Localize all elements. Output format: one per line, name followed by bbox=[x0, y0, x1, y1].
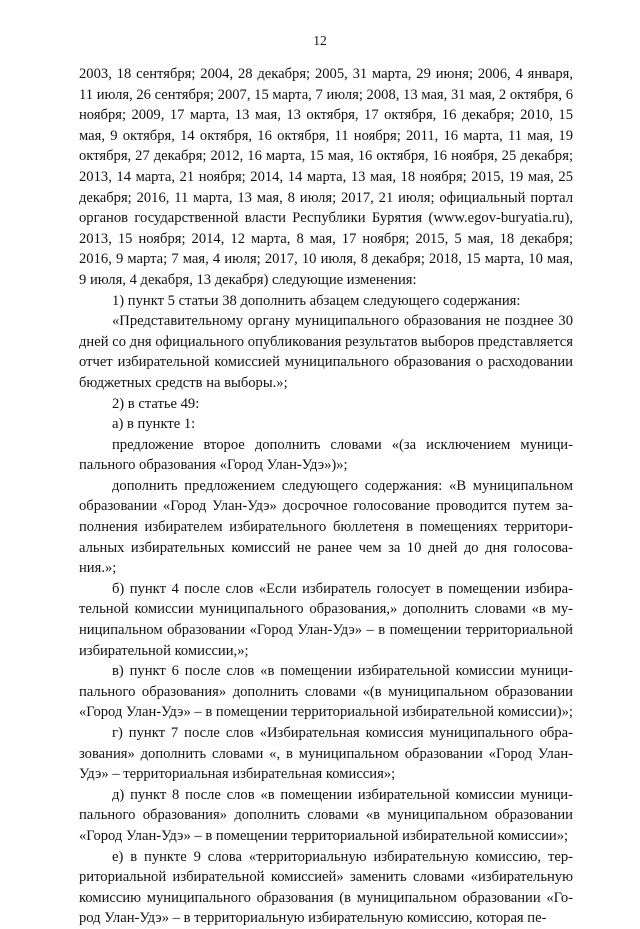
paragraph-subitem-a-addition: дополнить предложением следующего содержания: «В муниципальном образовании «Город Улан-Удэ» досрочное голосование проводится путем заполнения избирателем избирательного бюллетеня в помещениях территориальных избирательных комиссий не ранее чем за 10 дней до дня голосования.»; bbox=[79, 477, 573, 577]
paragraph-subitem-b: б) пункт 4 после слов «Если избиратель голосует в помещении избирательной комиссии муниципального образования,» дополнить словами «в муниципальном образовании «Город Улан-Удэ» – в помещении территориальной избирательной комиссии,»; bbox=[79, 580, 573, 659]
page-number: 12 bbox=[313, 33, 327, 48]
paragraph-subitem-e: е) в пункте 9 слова «территориальную избирательную комиссию, территориальной избирательной комиссией» заменить словами «избирательную комиссию муниципального образования (в муниципальном образовании «Город Улан-Удэ» – в территориальную избирательную комиссию, которая пе- bbox=[79, 848, 573, 927]
document-body bbox=[79, 64, 573, 929]
paragraph-subitem-d: д) пункт 8 после слов «в помещении избирательной комиссии муниципального образования» дополнить словами «в муниципальном образовании «Город Улан-Удэ» – в помещении территориальной избирательной комиссии»; bbox=[79, 786, 573, 844]
paragraph-subitem-v: в) пункт 6 после слов «в помещении избирательной комиссии муниципального образования» дополнить словами «(в муниципальном образовании «Город Улан-Удэ» – в помещении территориальной избирательной комиссии)»; bbox=[79, 663, 573, 721]
paragraph-item-2: 2) в статье 49: bbox=[112, 395, 200, 412]
paragraph-item-1-text: «Представительному органу муниципального образования не позднее 30 дней со дня официального опубликования результатов выборов представляется отчет избирательной комиссией муниципального образования о расходовании бюджетных средств на выборы.»; bbox=[79, 313, 573, 391]
paragraph-subitem-a-sentence: предложение второе дополнить словами «(за исключением муниципального образования «Город Улан-Удэ»)»; bbox=[79, 436, 573, 474]
paragraph-subitem-g: г) пункт 7 после слов «Избирательная комиссия муниципального образования» дополнить словами «, в муниципальном образовании «Город Улан-Удэ» – территориальная избирательная комиссия»; bbox=[79, 725, 573, 783]
paragraph-item-1: 1) пункт 5 статьи 38 дополнить абзацем следующего содержания: bbox=[112, 292, 521, 309]
paragraph-amendment-sources: 2003, 18 сентября; 2004, 28 декабря; 2005, 31 марта, 29 июня; 2006, 4 января, 11 июля, 26 сентября; 2007, 15 марта, 7 июля; 2008, 13 мая, 31 мая, 2 октября, 6 ноября; 2009, 17 марта, 13 мая, 13 октября, 17 октября, 16 декабря; 2010, 15 мая, 9 октября, 14 октября, 16 октября, 11 ноября; 2011, 16 марта, 11 мая, 19 октября, 27 декабря; 2012, 16 марта, 15 мая, 16 октября, 16 ноября, 25 декабря; 2013, 14 марта, 21 ноября; 2014, 14 марта, 13 мая, 18 ноября; 2015, 19 мая, 25 декабря; 2016, 11 марта, 13 мая, 8 июля; 2017, 21 июля; официальный портал органов государственной власти Республики Бурятия (www.egov-buryatia.ru), 2013, 15 ноября; 2014, 12 марта, 8 мая, 17 ноября; 2015, 5 мая, 18 декабря; 2016, 9 марта; 7 мая, 4 июля; 2017, 10 июля, 8 декабря; 2018, 15 марта, 10 мая, 9 июля, 4 декабря, 13 декабря) следующие изменения: bbox=[79, 66, 573, 288]
paragraph-subitem-a: а) в пункте 1: bbox=[112, 416, 196, 433]
